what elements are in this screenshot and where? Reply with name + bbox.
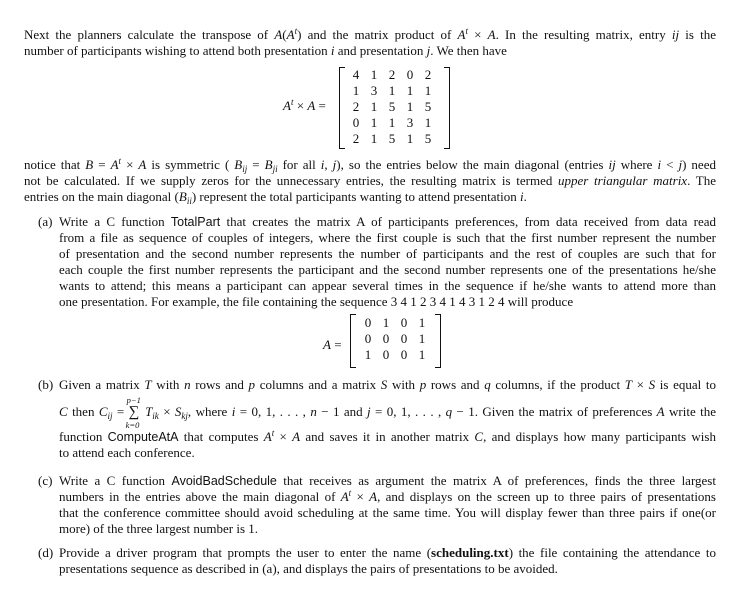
matrix-product-cell-4-3: 1 bbox=[406, 131, 414, 146]
matrix-product-right-bracket bbox=[444, 67, 450, 149]
matrix-a-left-bracket bbox=[350, 314, 356, 368]
matrix-a-cell-2-1: 0 bbox=[382, 347, 390, 362]
matrix-a-cell-2-0: 1 bbox=[364, 347, 372, 362]
matrix-product-cell-1-2: 1 bbox=[388, 83, 396, 98]
matrix-product-cell-0-1: 1 bbox=[370, 67, 378, 82]
matrix-a-cell-1-2: 0 bbox=[400, 331, 408, 346]
matrix-product-cell-4-1: 1 bbox=[370, 131, 378, 146]
function-name-computeata: ComputeAtA bbox=[107, 430, 179, 444]
item-b-line-3: function ComputeAtA that computes $A^t \times A$ and saves it in another matrix C, and displays how many participants wish bbox=[59, 428, 716, 444]
matrix-product-cell-2-2: 5 bbox=[388, 99, 396, 114]
intro-paragraph bbox=[24, 27, 716, 59]
matrix-product-cell-1-3: 1 bbox=[406, 83, 414, 98]
matrix-product-cell-1-4: 1 bbox=[424, 83, 432, 98]
item-a-body bbox=[59, 214, 716, 310]
matrix-a-cell-2-3: 1 bbox=[418, 347, 426, 362]
matrix-product-cell-1-1: 3 bbox=[370, 83, 378, 98]
matrix-product-cell-4-0: 2 bbox=[352, 131, 360, 146]
matrix-product-cell-2-0: 2 bbox=[352, 99, 360, 114]
matrix-product-left-bracket bbox=[339, 67, 345, 149]
file-name-scheduling: scheduling.txt bbox=[431, 545, 509, 560]
item-c-line-2: numbers in the entries above the main diagonal of $A^t \times A$, and displays on the screen up to three pairs of presentations bbox=[59, 488, 716, 504]
matrix-product-cell-2-4: 5 bbox=[424, 99, 432, 114]
item-c-line-1: Write a C function AvoidBadSchedule that receives as argument the matrix A of preferences, finds the three largest bbox=[59, 473, 716, 488]
matrix-a-label: A = bbox=[323, 337, 342, 352]
item-d-line-2: presentations sequence as described in (a), and displays the pairs of presentations to be avoided. bbox=[59, 561, 558, 576]
item-a-line-1: Write a C function TotalPart that creates the matrix A of participants preferences, from data received from data read bbox=[59, 214, 717, 229]
item-d-line-1: Provide a driver program that prompts the user to enter the name (scheduling.txt) the file containing the attendance to bbox=[59, 545, 716, 560]
matrix-a-cell-1-3: 1 bbox=[418, 331, 426, 346]
notice-line-1: notice that $B = A^t \times A$ is symmetric ( $B_{ij} = B_{ji}$ for all i, j), so the entries below the main diagonal (entries ij where i < j) need bbox=[24, 156, 716, 174]
function-name-avoidbadschedule: AvoidBadSchedule bbox=[171, 474, 277, 488]
item-c-line-3: that the conference committee should avoid scheduling at the same time. You will display fewer than three pairs if one(or bbox=[59, 505, 716, 520]
item-a-line-5: wants to attend; this means a participant can appear several times in the sequence if he/she wants to attend more than bbox=[59, 278, 716, 293]
matrix-product-cell-4-2: 5 bbox=[388, 131, 396, 146]
matrix-a-cell-1-1: 0 bbox=[382, 331, 390, 346]
item-a-line-2: from a file as sequence of couples of integers, where the first couple is such that the first number represent the number bbox=[59, 230, 716, 245]
matrix-product-cell-0-2: 2 bbox=[388, 67, 396, 82]
intro-line-1: Next the planners calculate the transpose of $A(A^t)$ and the matrix product of $A^t \times A$. In the resulting matrix, entry ij is the bbox=[24, 26, 716, 42]
matrix-product-cell-2-3: 1 bbox=[406, 99, 414, 114]
notice-paragraph bbox=[24, 157, 716, 205]
matrix-a-cell-0-3: 1 bbox=[418, 315, 426, 330]
sum-lower-limit: k=0 bbox=[125, 420, 140, 430]
matrix-product-cell-3-2: 1 bbox=[388, 115, 396, 130]
notice-line-2: not be calculated. If we supply zeros for the unnecessary entries, the resulting matrix is termed upper triangular matrix. The bbox=[24, 173, 716, 188]
matrix-a-cell-0-2: 0 bbox=[400, 315, 408, 330]
matrix-product-cell-3-0: 0 bbox=[352, 115, 360, 130]
matrix-product-cell-3-1: 1 bbox=[370, 115, 378, 130]
item-c-label: (c) bbox=[38, 473, 53, 488]
intro-line-2: number of participants wishing to attend both presentation i and presentation j. We then have bbox=[24, 43, 507, 58]
matrix-product-cell-0-0: 4 bbox=[352, 67, 360, 82]
sum-upper-limit: p−1 bbox=[126, 395, 141, 405]
item-c-body bbox=[59, 473, 716, 537]
matrix-a-cell-1-0: 0 bbox=[364, 331, 372, 346]
item-b-line-4: to attend each conference. bbox=[59, 445, 195, 460]
matrix-a-cell-2-2: 0 bbox=[400, 347, 408, 362]
matrix-product-cell-4-4: 5 bbox=[424, 131, 432, 146]
matrix-product-cell-1-0: 1 bbox=[352, 83, 360, 98]
item-a-line-6: one presentation. For example, the file containing the sequence 3 4 1 2 3 4 1 4 3 1 2 4 will produce bbox=[59, 294, 574, 309]
item-b-line-1: Given a matrix T with n rows and p columns and a matrix S with p rows and q columns, if the product T × S is equal to bbox=[59, 377, 716, 392]
item-c-line-4: more) of the three largest number is 1. bbox=[59, 521, 259, 536]
matrix-product-cell-0-4: 2 bbox=[424, 67, 432, 82]
notice-line-3: entries on the main diagonal $(B_{ii})$ represent the total participants wanting to attend presentation i. bbox=[24, 189, 527, 206]
matrix-product-grid bbox=[347, 67, 437, 147]
function-name-totalpart: TotalPart bbox=[170, 215, 221, 229]
matrix-product-cell-0-3: 0 bbox=[406, 67, 414, 82]
summation-symbol: p−1 ∑ k=0 bbox=[129, 404, 141, 420]
matrix-product-cell-2-1: 1 bbox=[370, 99, 378, 114]
item-d-label: (d) bbox=[38, 545, 54, 560]
item-d-body bbox=[59, 545, 716, 577]
matrix-a-cell-0-1: 1 bbox=[382, 315, 390, 330]
item-a-line-3: of presentation and the second number represents the number of participants and the rest of couples are such that for bbox=[59, 246, 716, 261]
item-a-line-4: each couple the first number represents the participant and the second number represents one of the presentations he/she bbox=[59, 262, 716, 277]
item-b-line-2: C then $C_{ij}$ = p−1 ∑ k=0 $T_{ik} \times S_{kj}$, where i = 0, 1, . . . , n − 1 and j = 0, 1, . . . , q − 1. Given the matrix of preferences A write the bbox=[59, 404, 716, 420]
matrix-product-cell-3-4: 1 bbox=[424, 115, 432, 130]
matrix-a-right-bracket bbox=[435, 314, 441, 368]
matrix-product-label: $A^t \times A$ = bbox=[283, 97, 326, 113]
item-a-label: (a) bbox=[38, 214, 53, 229]
matrix-product-cell-3-3: 3 bbox=[406, 115, 414, 130]
item-b-body bbox=[59, 377, 716, 461]
matrix-a-cell-0-0: 0 bbox=[364, 315, 372, 330]
item-b-label: (b) bbox=[38, 377, 54, 392]
matrix-a-grid bbox=[359, 315, 431, 363]
